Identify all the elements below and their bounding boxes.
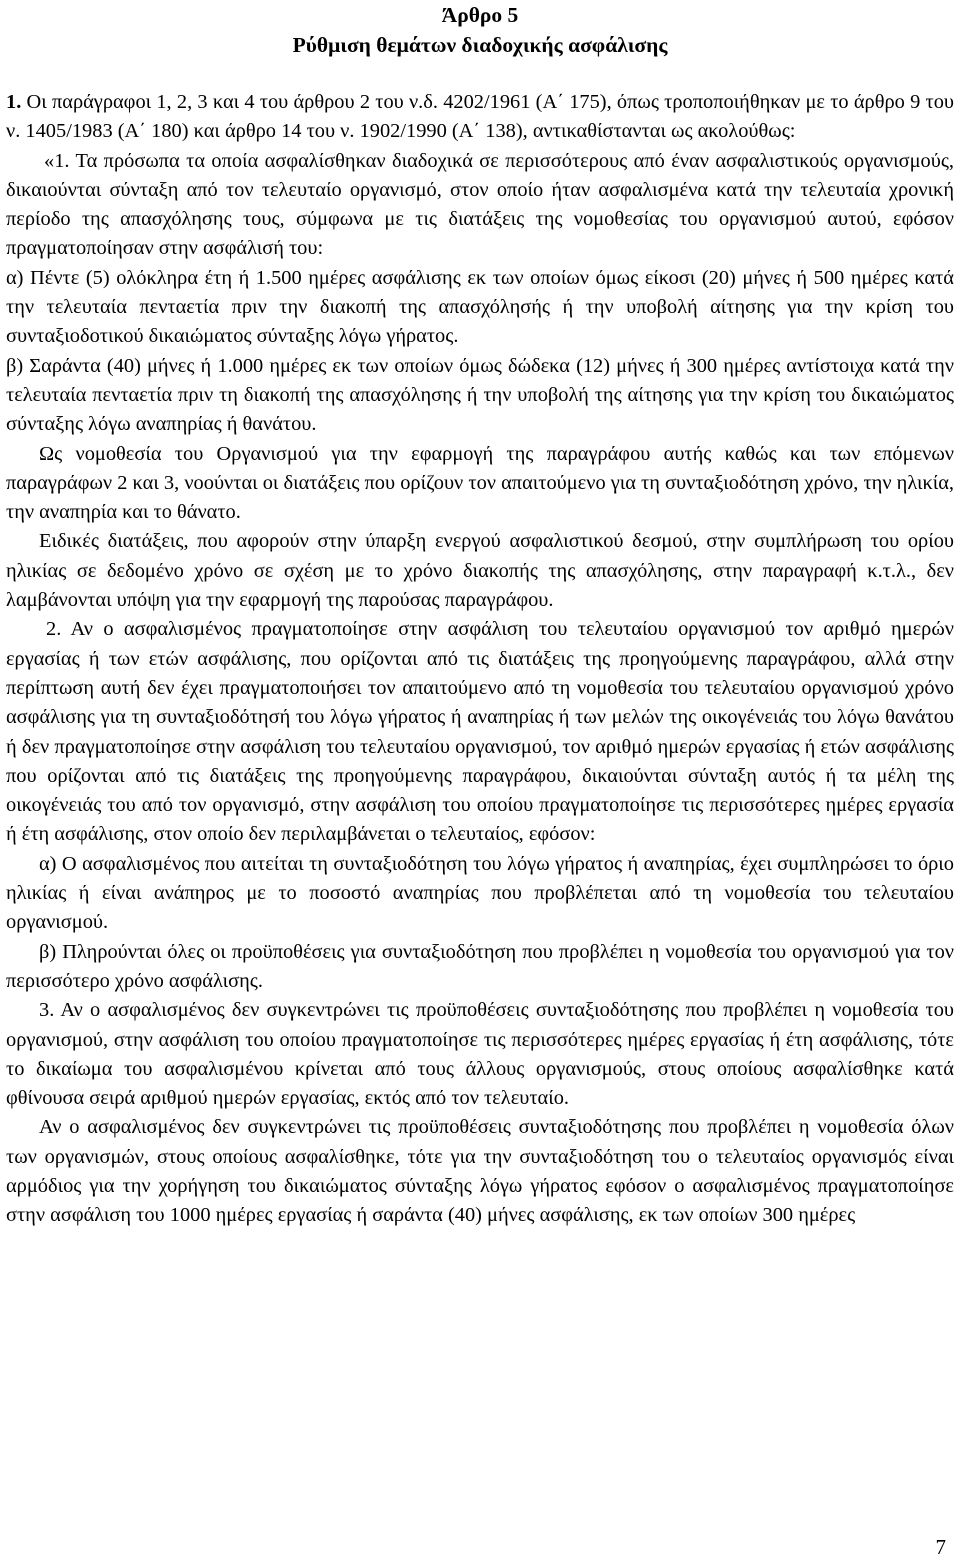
paragraph-1-number: 1. — [6, 91, 22, 113]
quoted-paragraph-2-item-a: α) Ο ασφαλισμένος που αιτείται τη συνταξιοδότηση του λόγω γήρατος ή αναπηρίας, έχει συμπληρώσει το όριο ηλικίας ή είναι ανάπηρος με το ποσοστό αναπηρίας που προβλέπεται από τη νομοθεσία του τελευταίου οργανισμού. — [6, 852, 954, 934]
quoted-paragraph-2-item-b: β) Πληρούνται όλες οι προϋποθέσεις για συνταξιοδότηση που προβλέπει η νομοθεσία του οργανισμού για τον περισσότερο χρόνο ασφάλισης. — [6, 940, 954, 992]
quoted-paragraph-2: 2. Αν ο ασφαλισμένος πραγματοποίησε στην ασφάλιση του τελευταίου οργανισμού τον αριθμό ημερών εργασίας ή των ετών ασφάλισης, που ορίζονται από τις διατάξεις της προηγούμενης παραγράφου, αλλά στην περίπτωση αυτή δεν έχει πραγματοποιήσει τον απαιτούμενο από τη νομοθεσία του τελευταίου οργανισμού χρόνο ασφάλισης για τη συνταξιοδότησή του λόγω γήρατος ή αναπηρίας ή των μελών της οικογένειάς του λόγω θανάτου ή δεν πραγματοποίησε στην ασφάλιση του τελευταίου οργανισμού, τον αριθμό ημερών εργασίας ή ετών ασφάλισης που ορίζονται από τις διατάξεις της προηγούμενης παραγράφου, δικαιούνται σύνταξη αυτός ή τα μέλη της οικογένειάς του από τον οργανισμό, στην ασφάλιση του οποίου πραγματοποίησε τις περισσότερες ημέρες εργασία ή έτη ασφάλισης, στον οποίο δεν περιλαμβάνεται ο τελευταίος, εφόσον: — [6, 618, 954, 846]
page-number: 7 — [935, 1535, 946, 1559]
quoted-paragraph-1-law-definition: Ως νομοθεσία του Οργανισμού για την εφαρμογή της παραγράφου αυτής καθώς και των επόμενων παραγράφων 2 και 3, νοούνται οι διατάξεις που ορίζουν τον απαιτούμενο για τη συνταξιοδότηση χρόνο, την ηλικία, την αναπηρία και το θάνατο. — [6, 442, 954, 524]
quoted-paragraph-3: 3. Αν ο ασφαλισμένος δεν συγκεντρώνει τις προϋποθέσεις συνταξιοδότησης που προβλέπει η νομοθεσία του οργανισμού, στην ασφάλιση του οποίου πραγματοποίησε τις περισσότερες ημέρες εργασίας ή έτη ασφάλισης, τότε το δικαίωμα του ασφαλισμένου κρίνεται από τους άλλους οργανισμούς, στους οποίους ασφαλίσθηκε κατά φθίνουσα σειρά αριθμού ημερών εργασίας, εκτός από τον τελευταίο. — [6, 999, 954, 1110]
document-page — [6, 0, 954, 1231]
article-title: Άρθρο 5 — [441, 3, 519, 27]
quoted-paragraph-1-special-provisions: Ειδικές διατάξεις, που αφορούν στην ύπαρξη ενεργού ασφαλιστικού δεσμού, στην συμπλήρωση του ορίου ηλικίας σε δεδομένο χρόνο σε σχέση με το χρόνο διακοπής της απασχόλησης, στην παραγραφή κ.τ.λ., δεν λαμβάνονται υπόψη για την εφαρμογή της παρούσας παραγράφου. — [6, 530, 954, 612]
paragraph-1-intro — [6, 88, 954, 147]
paragraph-1-text: Οι παράγραφοι 1, 2, 3 και 4 του άρθρου 2 του ν.δ. 4202/1961 (Α΄ 175), όπως τροποποιήθηκαν με το άρθρο 9 του ν. 1405/1983 (Α΄ 180) και άρθρο 14 του ν. 1902/1990 (Α΄ 138), αντικαθίστανται ως ακολούθως: — [6, 91, 954, 143]
quoted-paragraph-1-item-a: α) Πέντε (5) ολόκληρα έτη ή 1.500 ημέρες ασφάλισης εκ των οποίων όμως είκοσι (20) μήνες ή 500 ημέρες κατά την τελευταία πενταετία πριν την διακοπή της απασχόλησής ή την υποβολή αίτησης για την κρίση του συνταξιοδοτικού δικαιώματος σύνταξης λόγω γήρατος. — [6, 266, 954, 348]
quoted-paragraph-1-item-b: β) Σαράντα (40) μήνες ή 1.000 ημέρες εκ των οποίων όμως δώδεκα (12) μήνες ή 300 ημέρες αντίστοιχα κατά την τελευταία πενταετία πριν τη διακοπή της απασχόλησης ή την υποβολή της αίτησης για την κρίση του δικαιώματος σύνταξης λόγω αναπηρίας ή θανάτου. — [6, 354, 954, 436]
article-subtitle: Ρύθμιση θεμάτων διαδοχικής ασφάλισης — [292, 33, 668, 57]
quoted-paragraph-1: «1. Τα πρόσωπα τα οποία ασφαλίσθηκαν διαδοχικά σε περισσότερους από έναν ασφαλιστικούς οργανισμούς, δικαιούνται σύνταξη από τον τελευταίο οργανισμό, στον οποίο ήταν ασφαλισμένα κατά την τελευταία χρονική περίοδο της απασχόλησης τους, σύμφωνα με τις διατάξεις της νομοθεσίας του οργανισμού αυτού, εφόσον πραγματοποίησαν στην ασφάλισή του: — [6, 149, 954, 260]
quoted-paragraph-3-continuation: Αν ο ασφαλισμένος δεν συγκεντρώνει τις προϋποθέσεις συνταξιοδότησης που προβλέπει η νομοθεσία όλων των οργανισμών, στους οποίους ασφαλίσθηκε, τότε για την συνταξιοδότηση του ο τελευταίος οργανισμός είναι αρμόδιος για την χορήγηση του δικαιώματος σύνταξης λόγω γήρατος εφόσον ο ασφαλισμένος πραγματοποίησε στην ασφάλιση του 1000 ημέρες εργασίας ή σαράντα (40) μήνες ασφάλισης, εκ των οποίων 300 ημέρες — [6, 1116, 954, 1227]
